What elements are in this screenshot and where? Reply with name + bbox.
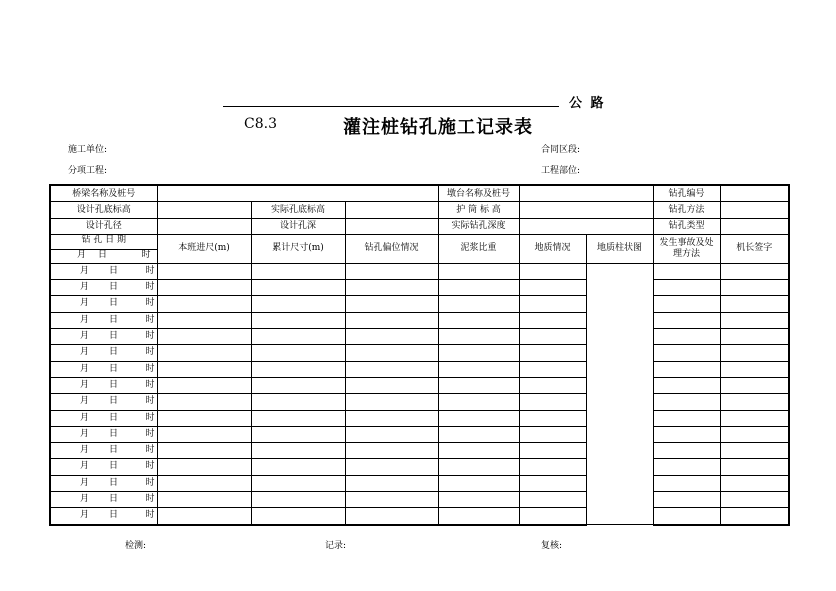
actual-depth-label: 实际钻孔深度 [438, 218, 519, 234]
table-row [50, 263, 789, 279]
geology-cell[interactable] [519, 459, 586, 475]
date-hour: 时 [145, 494, 155, 505]
info-row [50, 202, 789, 218]
date-day: 日 [109, 396, 119, 407]
date-day: 日 [109, 298, 119, 309]
geology-cell[interactable] [519, 377, 586, 393]
shift-progress-cell[interactable] [157, 263, 251, 279]
mud-gravity-cell[interactable] [438, 296, 519, 312]
page-title: 灌注桩钻孔施工记录表 [343, 117, 533, 138]
mud-gravity-cell[interactable] [438, 475, 519, 491]
accident-cell[interactable] [653, 394, 720, 410]
cumulative-cell[interactable] [251, 459, 345, 475]
date-hour: 时 [145, 363, 155, 374]
date-cell[interactable] [50, 345, 157, 361]
date-month: 月 [80, 510, 90, 521]
shift-progress-cell[interactable] [157, 426, 251, 442]
form-code: C8.3 [244, 116, 277, 132]
cumulative-cell[interactable] [251, 329, 345, 345]
signature-cell[interactable] [720, 410, 789, 426]
date-hour: 时 [145, 379, 155, 390]
drill-type-label: 钻孔类型 [653, 218, 720, 234]
geology-cell[interactable] [519, 394, 586, 410]
cumulative-cell[interactable] [251, 508, 345, 525]
date-month: 月 [80, 396, 90, 407]
date-day: 日 [109, 363, 119, 374]
cumulative-cell[interactable] [251, 312, 345, 328]
deviation-cell[interactable] [345, 329, 438, 345]
cumulative-cell[interactable] [251, 426, 345, 442]
date-cell[interactable] [50, 280, 157, 296]
shift-progress-cell[interactable] [157, 345, 251, 361]
shift-progress-header: 本班进尺(m) [157, 234, 251, 263]
date-day: 日 [109, 494, 119, 505]
date-month: 月 [80, 494, 90, 505]
signature-cell[interactable] [720, 377, 789, 393]
accident-cell[interactable] [653, 377, 720, 393]
info-row [50, 218, 789, 234]
hole-number-value[interactable] [720, 185, 789, 202]
accident-cell[interactable] [653, 329, 720, 345]
accident-cell[interactable] [653, 263, 720, 279]
shift-progress-cell[interactable] [157, 296, 251, 312]
deviation-cell[interactable] [345, 296, 438, 312]
shift-progress-cell[interactable] [157, 459, 251, 475]
date-cell[interactable] [50, 329, 157, 345]
actual-depth-value[interactable] [519, 218, 653, 234]
mud-gravity-cell[interactable] [438, 361, 519, 377]
drill-method-value[interactable] [720, 202, 789, 218]
table-row [50, 426, 789, 442]
date-hour: 时 [145, 445, 155, 456]
drill-date-title: 钻 孔 日 期 [51, 235, 157, 250]
date-hour: 时 [145, 396, 155, 407]
accident-cell[interactable] [653, 361, 720, 377]
mud-gravity-cell[interactable] [438, 312, 519, 328]
geology-cell[interactable] [519, 263, 586, 279]
drill-type-value[interactable] [720, 218, 789, 234]
table-row [50, 459, 789, 475]
table-row [50, 361, 789, 377]
deviation-cell[interactable] [345, 443, 438, 459]
actual-bottom-elev-value[interactable] [345, 202, 438, 218]
bridge-name-label: 桥梁名称及桩号 [50, 185, 157, 202]
date-hour: 时 [145, 510, 155, 521]
column-header-row [50, 234, 789, 263]
mud-gravity-cell[interactable] [438, 280, 519, 296]
date-cell[interactable] [50, 459, 157, 475]
construction-unit-label: 施工单位: [68, 145, 108, 155]
accident-cell[interactable] [653, 459, 720, 475]
date-day: 日 [109, 331, 119, 342]
geology-cell[interactable] [519, 361, 586, 377]
geology-cell[interactable] [519, 329, 586, 345]
geology-cell[interactable] [519, 475, 586, 491]
design-bottom-elev-label: 设计孔底标高 [50, 202, 157, 218]
table-row [50, 410, 789, 426]
accident-cell[interactable] [653, 410, 720, 426]
signature-cell[interactable] [720, 443, 789, 459]
date-month: 月 [80, 298, 90, 309]
road-label: 公 路 [569, 96, 606, 111]
deviation-cell[interactable] [345, 426, 438, 442]
table-row [50, 280, 789, 296]
date-month: 月 [80, 363, 90, 374]
accident-cell[interactable] [653, 508, 720, 525]
deviation-cell[interactable] [345, 345, 438, 361]
deviation-cell[interactable] [345, 312, 438, 328]
date-cell[interactable] [50, 296, 157, 312]
mud-gravity-cell[interactable] [438, 329, 519, 345]
mud-gravity-cell[interactable] [438, 508, 519, 525]
mud-gravity-cell[interactable] [438, 394, 519, 410]
date-cell[interactable] [50, 426, 157, 442]
cumulative-cell[interactable] [251, 280, 345, 296]
mud-gravity-cell[interactable] [438, 492, 519, 508]
inspect-label: 检测: [125, 541, 147, 551]
actual-bottom-elev-label: 实际孔底标高 [251, 202, 345, 218]
mud-gravity-cell[interactable] [438, 263, 519, 279]
deviation-cell[interactable] [345, 280, 438, 296]
pier-name-label: 墩台名称及桩号 [438, 185, 519, 202]
date-month: 月 [80, 282, 90, 293]
date-cell[interactable] [50, 263, 157, 279]
cumulative-cell[interactable] [251, 443, 345, 459]
cumulative-cell[interactable] [251, 410, 345, 426]
date-day: 日 [109, 445, 119, 456]
table-row [50, 377, 789, 393]
date-hour: 时 [145, 477, 155, 488]
date-hour: 时 [145, 282, 155, 293]
date-day: 日 [109, 412, 119, 423]
date-month: 月 [80, 331, 90, 342]
signature-cell[interactable] [720, 426, 789, 442]
cumulative-cell[interactable] [251, 475, 345, 491]
date-day: 日 [109, 461, 119, 472]
design-depth-label: 设计孔深 [251, 218, 345, 234]
deviation-cell[interactable] [345, 475, 438, 491]
deviation-cell[interactable] [345, 377, 438, 393]
table-row [50, 345, 789, 361]
signature-cell[interactable] [720, 492, 789, 508]
shift-progress-cell[interactable] [157, 394, 251, 410]
date-cell[interactable] [50, 508, 157, 525]
deviation-cell[interactable] [345, 394, 438, 410]
signature-cell[interactable] [720, 296, 789, 312]
date-month: 月 [80, 412, 90, 423]
shift-progress-cell[interactable] [157, 280, 251, 296]
geology-cell[interactable] [519, 492, 586, 508]
date-cell[interactable] [50, 394, 157, 410]
drill-date-header [50, 234, 157, 263]
geology-cell[interactable] [519, 410, 586, 426]
drilling-record-table [49, 184, 790, 526]
cumulative-cell[interactable] [251, 296, 345, 312]
geology-cell[interactable] [519, 280, 586, 296]
shift-progress-cell[interactable] [157, 329, 251, 345]
date-cell[interactable] [50, 410, 157, 426]
mud-gravity-cell[interactable] [438, 410, 519, 426]
date-day: 日 [109, 510, 119, 521]
cumulative-cell[interactable] [251, 377, 345, 393]
project-dept-label: 工程部位: [541, 166, 581, 176]
cumulative-cell[interactable] [251, 361, 345, 377]
date-hour: 时 [145, 331, 155, 342]
shift-progress-cell[interactable] [157, 492, 251, 508]
shift-progress-cell[interactable] [157, 508, 251, 525]
geology-cell[interactable] [519, 426, 586, 442]
geology-cell[interactable] [519, 443, 586, 459]
date-hour-header: 时 [141, 249, 151, 260]
table-row [50, 443, 789, 459]
bridge-name-value[interactable] [157, 185, 438, 202]
cumulative-cell[interactable] [251, 263, 345, 279]
cumulative-cell[interactable] [251, 492, 345, 508]
accident-header: 发生事故及处理方法 [653, 234, 720, 263]
cumulative-cell[interactable] [251, 394, 345, 410]
geo-column-header: 地质柱状图 [586, 234, 653, 263]
signature-cell[interactable] [720, 263, 789, 279]
geology-header: 地质情况 [519, 234, 586, 263]
date-day-header: 日 [98, 249, 108, 260]
date-month: 月 [80, 314, 90, 325]
signature-cell[interactable] [720, 508, 789, 525]
date-cell[interactable] [50, 443, 157, 459]
date-hour: 时 [145, 314, 155, 325]
date-hour: 时 [145, 265, 155, 276]
sub-project-label: 分项工程: [68, 166, 108, 176]
design-depth-value[interactable] [345, 218, 438, 234]
table-row [50, 492, 789, 508]
date-day: 日 [109, 428, 119, 439]
date-day: 日 [109, 379, 119, 390]
accident-cell[interactable] [653, 443, 720, 459]
mud-gravity-header: 泥浆比重 [438, 234, 519, 263]
signature-cell[interactable] [720, 312, 789, 328]
signature-cell[interactable] [720, 280, 789, 296]
design-diameter-label: 设计孔径 [50, 218, 157, 234]
deviation-header: 钻孔偏位情况 [345, 234, 438, 263]
shift-progress-cell[interactable] [157, 443, 251, 459]
signature-cell[interactable] [720, 345, 789, 361]
date-cell[interactable] [50, 361, 157, 377]
accident-cell[interactable] [653, 345, 720, 361]
date-month: 月 [80, 445, 90, 456]
date-day: 日 [109, 265, 119, 276]
table-row [50, 508, 789, 525]
date-day: 日 [109, 477, 119, 488]
signature-cell[interactable] [720, 361, 789, 377]
date-hour: 时 [145, 298, 155, 309]
date-month: 月 [80, 347, 90, 358]
accident-cell[interactable] [653, 296, 720, 312]
accident-cell[interactable] [653, 492, 720, 508]
accident-cell[interactable] [653, 475, 720, 491]
date-hour: 时 [145, 428, 155, 439]
date-hour: 时 [145, 461, 155, 472]
record-label: 记录: [325, 541, 347, 551]
design-bottom-elev-value[interactable] [157, 202, 251, 218]
shift-progress-cell[interactable] [157, 361, 251, 377]
date-month: 月 [80, 461, 90, 472]
date-hour: 时 [145, 412, 155, 423]
date-cell[interactable] [50, 475, 157, 491]
date-month: 月 [80, 379, 90, 390]
contract-section-label: 合同区段: [541, 145, 581, 155]
casing-elev-label: 护 筒 标 高 [438, 202, 519, 218]
accident-cell[interactable] [653, 426, 720, 442]
date-month: 月 [80, 265, 90, 276]
date-cell[interactable] [50, 377, 157, 393]
date-month-header: 月 [77, 249, 87, 260]
date-day: 日 [109, 314, 119, 325]
table-row [50, 394, 789, 410]
drill-method-label: 钻孔方法 [653, 202, 720, 218]
signature-cell[interactable] [720, 394, 789, 410]
deviation-cell[interactable] [345, 263, 438, 279]
deviation-cell[interactable] [345, 361, 438, 377]
mud-gravity-cell[interactable] [438, 443, 519, 459]
deviation-cell[interactable] [345, 492, 438, 508]
accident-cell[interactable] [653, 312, 720, 328]
casing-elev-value[interactable] [519, 202, 653, 218]
pier-name-value[interactable] [519, 185, 653, 202]
shift-progress-cell[interactable] [157, 312, 251, 328]
shift-progress-cell[interactable] [157, 475, 251, 491]
geo-column-cell[interactable] [586, 263, 653, 524]
road-name-underline [223, 106, 559, 107]
table-row [50, 296, 789, 312]
mud-gravity-cell[interactable] [438, 345, 519, 361]
deviation-cell[interactable] [345, 410, 438, 426]
date-month: 月 [80, 428, 90, 439]
date-month: 月 [80, 477, 90, 488]
shift-progress-cell[interactable] [157, 410, 251, 426]
deviation-cell[interactable] [345, 459, 438, 475]
cumulative-header: 累计尺寸(m) [251, 234, 345, 263]
geology-cell[interactable] [519, 508, 586, 525]
deviation-cell[interactable] [345, 508, 438, 525]
signature-cell[interactable] [720, 329, 789, 345]
review-label: 复核: [541, 541, 563, 551]
accident-cell[interactable] [653, 280, 720, 296]
table-row [50, 475, 789, 491]
table-row [50, 312, 789, 328]
shift-progress-cell[interactable] [157, 377, 251, 393]
signature-header: 机长签字 [720, 234, 789, 263]
info-row [50, 185, 789, 202]
mud-gravity-cell[interactable] [438, 426, 519, 442]
cumulative-cell[interactable] [251, 345, 345, 361]
signature-cell[interactable] [720, 475, 789, 491]
date-cell[interactable] [50, 312, 157, 328]
date-day: 日 [109, 282, 119, 293]
hole-number-label: 钻孔编号 [653, 185, 720, 202]
date-day: 日 [109, 347, 119, 358]
date-hour: 时 [145, 347, 155, 358]
geology-cell[interactable] [519, 345, 586, 361]
table-row [50, 329, 789, 345]
geology-cell[interactable] [519, 296, 586, 312]
signature-cell[interactable] [720, 459, 789, 475]
date-cell[interactable] [50, 492, 157, 508]
geology-cell[interactable] [519, 312, 586, 328]
mud-gravity-cell[interactable] [438, 459, 519, 475]
design-diameter-value[interactable] [157, 218, 251, 234]
mud-gravity-cell[interactable] [438, 377, 519, 393]
